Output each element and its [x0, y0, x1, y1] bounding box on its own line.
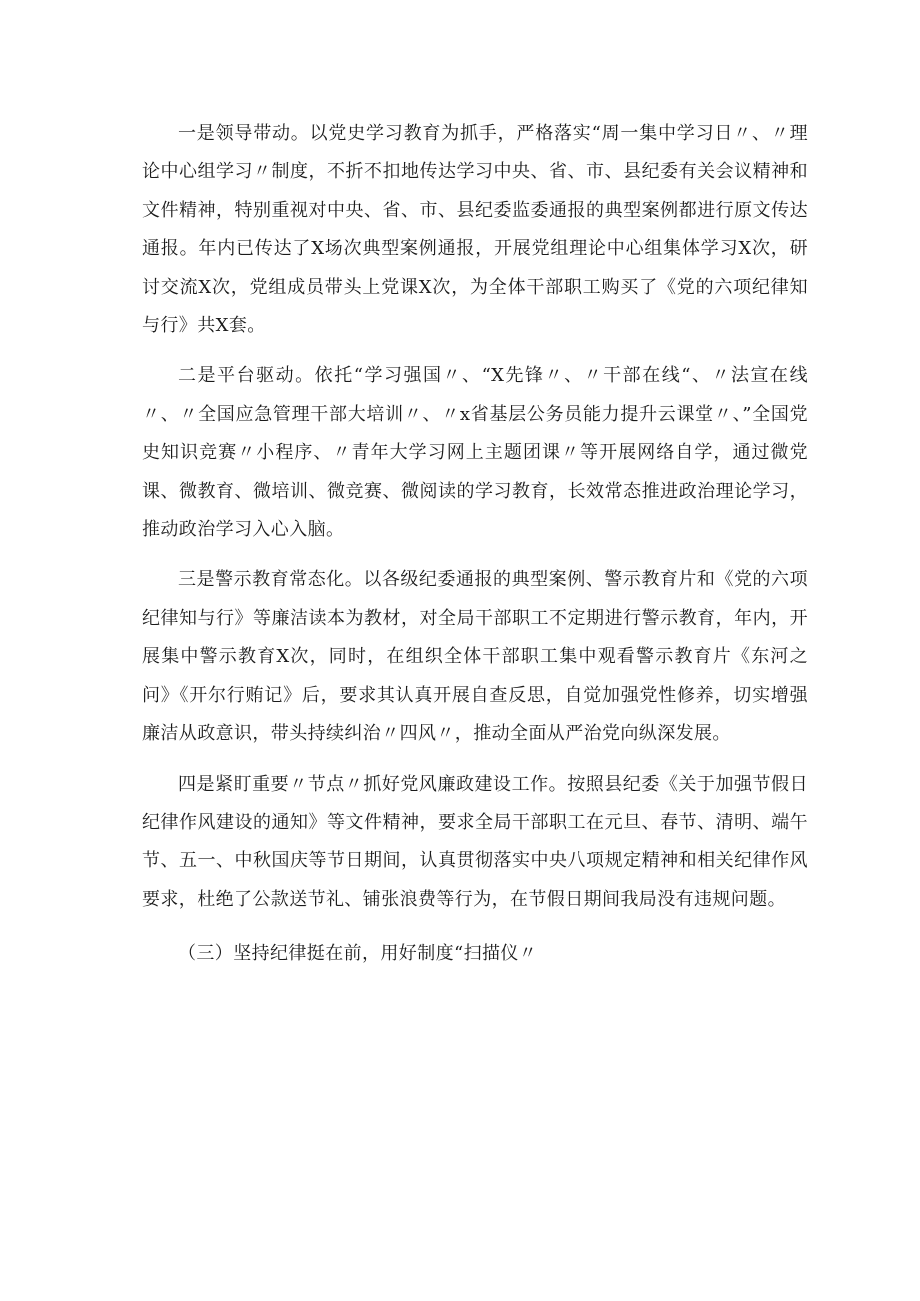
paragraph-warning-education: 三是警示教育常态化。以各级纪委通报的典型案例、警示教育片和《党的六项纪律知与行》等廉洁读本为教材，对全局干部职工不定期进行警示教育，年内，开展集中警示教育X次，同时，在组织全体干部职工集中观看警示教育片《东河之问》《开尔行贿记》后，要求其认真开展自查反思，自觉加强党性修养，切实增强廉洁从政意识，带头持续纠治〃四风〃，推动全面从严治党向纵深发展。: [142, 569, 808, 745]
paragraph-key-nodes: 四是紧盯重要〃节点〃抓好党风廉政建设工作。按照县纪委《关于加强节假日纪律作风建设的通知》等文件精神，要求全局干部职工在元旦、春节、清明、端午节、五一、中秋国庆等节日期间，认真贯彻落实中央八项规定精神和相关纪律作风要求，杜绝了公款送节礼、铺张浪费等行为，在节假日期间我局没有违规问题。: [142, 773, 808, 910]
section-heading: （三）坚持纪律挺在前，用好制度“扫描仪〃: [178, 943, 538, 965]
paragraph-platform: 二是平台驱动。依托“学习强国〃、“X先锋〃、〃干部在线“、〃法宣在线〃、〃全国应急管理干部大培训〃、〃x省基层公务员能力提升云课堂〃、”全国党史知识竞赛〃小程序、〃青年大学习网上主题团课〃等开展网络自学，通过微党课、微教育、微培训、微竞赛、微阅读的学习教育，长效常态推进政治理论学习，推动政治学习入心入脑。: [142, 365, 808, 541]
paragraph-leadership: 一是领导带动。以党史学习教育为抓手，严格落实“周一集中学习日〃、〃理论中心组学习〃制度，不折不扣地传达学习中央、省、市、县纪委有关会议精神和文件精神，特别重视对中央、省、市、县纪委监委通报的典型案例都进行原文传达通报。年内已传达了X场次典型案例通报，开展党组理论中心组集体学习X次，研讨交流X次，党组成员带头上党课X次，为全体干部职工购买了《党的六项纪律知与行》共X套。: [142, 123, 808, 337]
